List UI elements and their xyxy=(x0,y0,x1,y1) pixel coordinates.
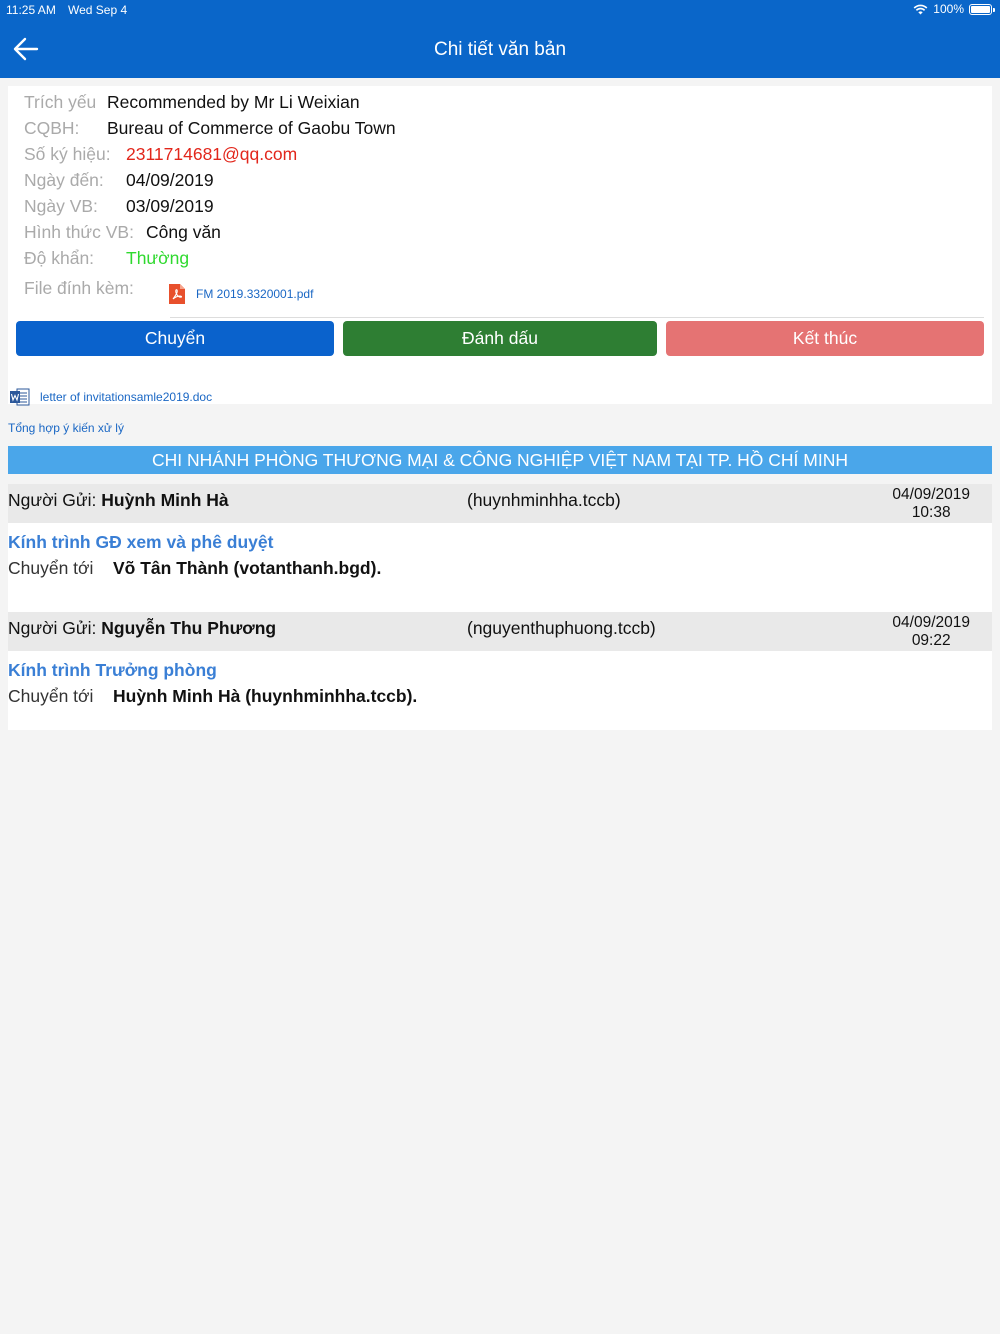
status-bar xyxy=(0,0,1000,21)
sender-account: (nguyenthuphuong.tccb) xyxy=(467,618,656,638)
summary-link[interactable]: Tổng hợp ý kiến xử lý xyxy=(8,421,124,435)
comment-time: 09:22 xyxy=(911,632,951,649)
comment-date: 04/09/2019 xyxy=(892,486,970,503)
battery-icon xyxy=(969,4,992,15)
sender-label: Người Gửi: xyxy=(8,490,97,510)
sender-name: Nguyễn Thu Phương xyxy=(101,618,277,638)
comment-datetime xyxy=(892,614,970,650)
comment-datetime xyxy=(892,486,970,522)
sender-label: Người Gửi: xyxy=(8,618,97,638)
forward-label: Chuyển tới xyxy=(8,558,94,578)
battery-percent: 100% xyxy=(933,2,964,16)
sender-name: Huỳnh Minh Hà xyxy=(101,490,229,510)
wifi-icon xyxy=(913,4,928,15)
status-time: 11:25 AM xyxy=(6,3,56,17)
comment-time: 10:38 xyxy=(911,504,951,521)
chuyen-button[interactable]: Chuyển xyxy=(16,321,334,356)
field-label: File đính kèm: xyxy=(24,278,134,298)
field-value: 2311714681@qq.com xyxy=(126,144,298,164)
field-label: Ngày đến: xyxy=(24,170,104,190)
forward-to: Huỳnh Minh Hà (huynhminhha.tccb). xyxy=(113,686,418,706)
field-label: Trích yếu xyxy=(24,92,97,112)
comment-item xyxy=(8,612,992,730)
field-value: Thường xyxy=(126,248,190,268)
status-right xyxy=(913,2,992,16)
field-label: Hình thức VB: xyxy=(24,222,134,242)
org-banner: CHI NHÁNH PHÒNG THƯƠNG MẠI & CÔNG NGHIỆP VIỆT NAM TẠI TP. HỒ CHÍ MINH xyxy=(8,446,992,474)
field-label: Số ký hiệu: xyxy=(24,144,111,164)
sender xyxy=(8,618,276,639)
field-value: Bureau of Commerce of Gaobu Town xyxy=(107,118,396,138)
comment-title: Kính trình Trưởng phòng xyxy=(8,660,217,680)
word-doc-icon xyxy=(10,388,30,406)
forward-line xyxy=(8,686,418,707)
field-label: Độ khẩn: xyxy=(24,248,95,268)
ket-thuc-button[interactable]: Kết thúc xyxy=(666,321,984,356)
comment-header xyxy=(8,612,992,651)
word-attachment-name[interactable]: letter of invitationsamle2019.doc xyxy=(40,390,213,404)
comment-header xyxy=(8,484,992,523)
field-value: Recommended by Mr Li Weixian xyxy=(107,92,360,112)
comment-title: Kính trình GĐ xem và phê duyệt xyxy=(8,532,274,552)
attachment-pdf[interactable] xyxy=(168,284,313,304)
sender-account: (huynhminhha.tccb) xyxy=(467,490,621,510)
status-date: Wed Sep 4 xyxy=(68,3,128,17)
field-value: 04/09/2019 xyxy=(126,170,214,190)
divider xyxy=(170,317,984,318)
field-value: Công văn xyxy=(146,222,221,242)
word-attachment[interactable] xyxy=(10,388,212,406)
pdf-icon xyxy=(168,284,186,304)
forward-label: Chuyển tới xyxy=(8,686,94,706)
field-value: 03/09/2019 xyxy=(126,196,214,216)
document-info-card xyxy=(8,86,992,404)
field-label: CQBH: xyxy=(24,118,80,138)
comment-date: 04/09/2019 xyxy=(892,614,970,631)
nav-bar xyxy=(0,21,1000,78)
sender xyxy=(8,490,229,511)
forward-to: Võ Tân Thành (votanthanh.bgd). xyxy=(113,558,382,578)
comment-item xyxy=(8,484,992,612)
attachment-name[interactable]: FM 2019.3320001.pdf xyxy=(196,287,314,301)
page-title: Chi tiết văn bản xyxy=(433,39,567,60)
danh-dau-button[interactable]: Đánh dấu xyxy=(343,321,657,356)
field-label: Ngày VB: xyxy=(24,196,98,216)
forward-line xyxy=(8,558,382,579)
